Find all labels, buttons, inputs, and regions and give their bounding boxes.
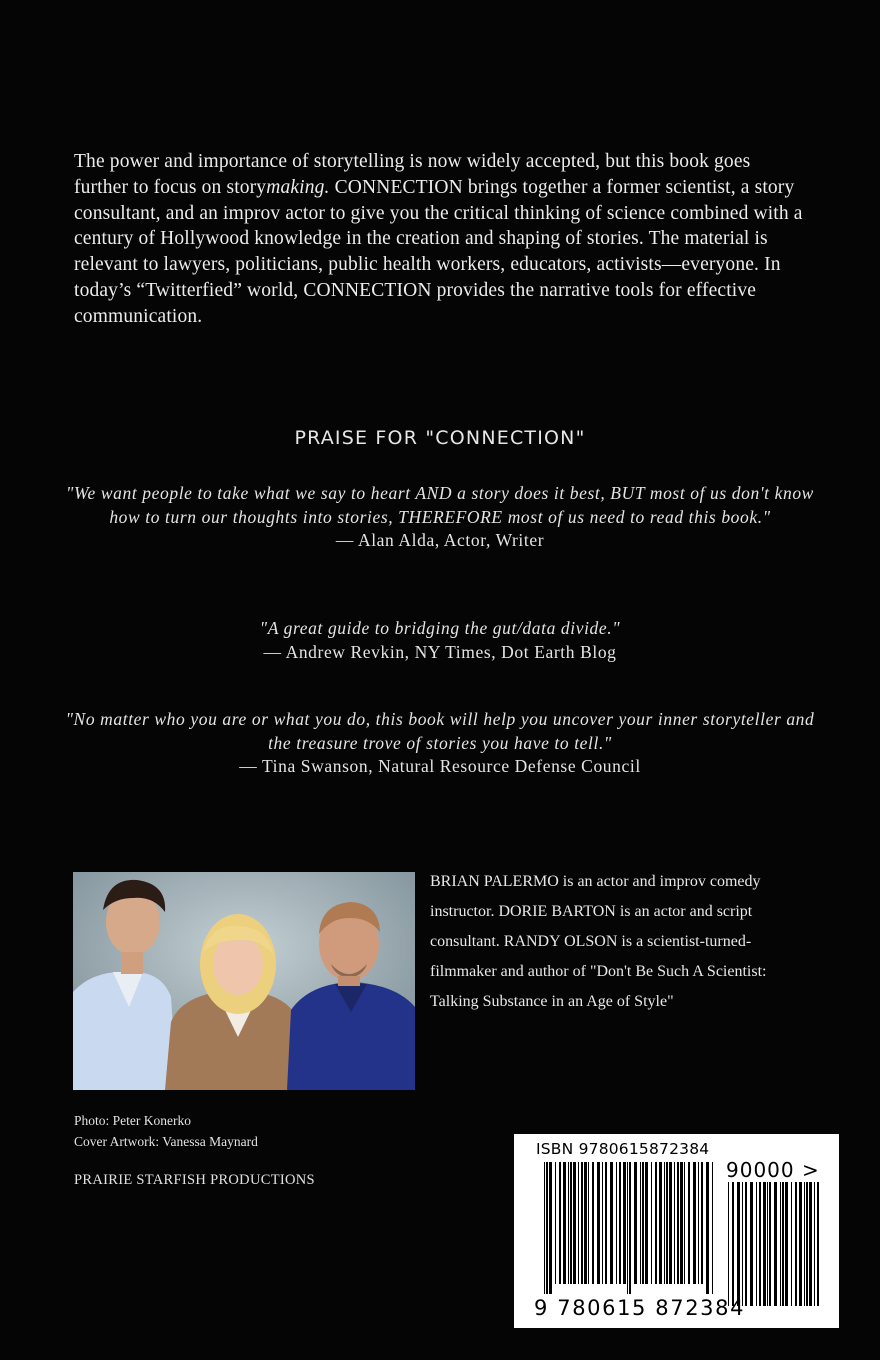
price-code: 90000 >: [726, 1158, 820, 1182]
quote-attribution: — Alan Alda, Actor, Writer: [335, 530, 545, 550]
praise-heading: PRAISE FOR "CONNECTION": [294, 427, 586, 449]
quote-attribution: — Andrew Revkin, NY Times, Dot Earth Blog: [263, 641, 617, 662]
isbn-barcode: [514, 1134, 839, 1328]
blurb-text-end: CONNECTION brings together a former scientist, a story consultant, and an improv actor to give you the critical thinking of science combined with a century of Hollywood knowledge in the creation and shaping of stories. The material is relevant to lawyers, politicians, public health workers, educators, activists—everyone. In today’s “Twitterfied” world, CONNECTION provides the narrative tools for effective communication.: [74, 176, 803, 327]
praise-quote-revkin: [60, 617, 820, 664]
quote-text: "No matter who you are or what you do, this book will help you uncover your inner storyteller and the treasure trove of stories you have to tell.": [65, 709, 815, 753]
credits: [74, 1110, 258, 1152]
praise-quote-swanson: [60, 708, 820, 779]
blurb-text-start: The power and importance of storytelling is now widely accepted, but this book goes further to focus on story: [74, 151, 751, 198]
authors-photo-illustration: [73, 872, 415, 1090]
quote-attribution: — Tina Swanson, Natural Resource Defense Council: [239, 756, 641, 776]
quote-text: "A great guide to bridging the gut/data divide.": [259, 618, 621, 638]
blurb-italic-word: making.: [266, 176, 330, 198]
blurb-paragraph: [74, 149, 804, 330]
authors-bio: BRIAN PALERMO is an actor and improv comedy instructor. DORIE BARTON is an actor and script consultant. RANDY OLSON is a scientist-turned-filmmaker and author of "Don't Be Such A Scientist: Talking Substance in an Age of Style": [430, 873, 767, 1010]
isbn-label: ISBN 9780615872384: [536, 1140, 710, 1158]
isbn-digits: 9 780615 872384: [534, 1296, 746, 1320]
authors-photo: [73, 872, 415, 1090]
artwork-credit: Cover Artwork: Vanessa Maynard: [74, 1134, 258, 1149]
back-cover-blurb: [74, 149, 804, 330]
quote-text: "We want people to take what we say to heart AND a story does it best, BUT most of us don't know how to turn our thoughts into stories, THEREFORE most of us need to read this book.": [66, 483, 814, 527]
publisher-name: PRAIRIE STARFISH PRODUCTIONS: [74, 1172, 315, 1188]
photo-credit: Photo: Peter Konerko: [74, 1113, 191, 1128]
praise-quote-alda: [60, 482, 820, 553]
